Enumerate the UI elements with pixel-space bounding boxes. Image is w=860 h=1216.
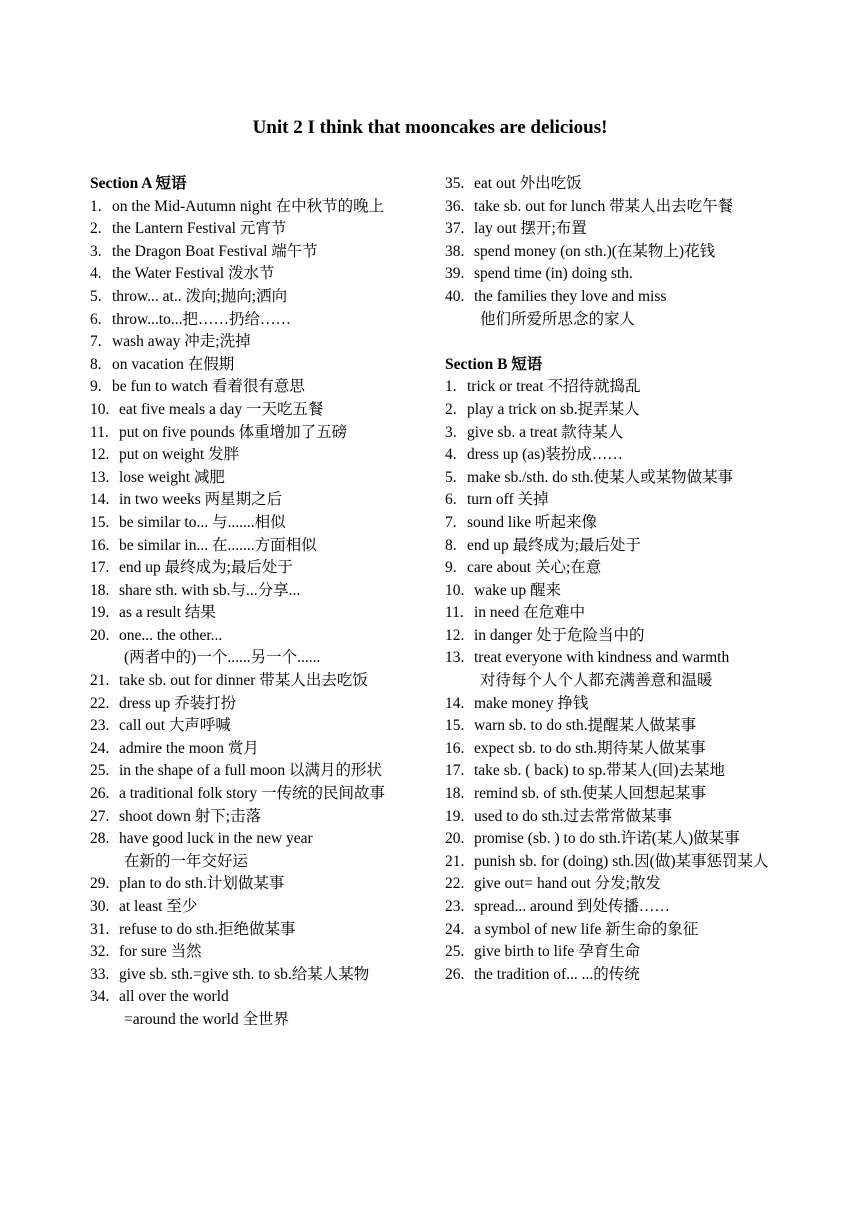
item-text: call out 大声呼喊 [119,717,231,735]
item-number: 25. [445,943,465,961]
item-number: 9. [445,559,457,577]
item-number: 7. [445,513,457,531]
item-text: remind sb. of sth.使某人回想起某事 [474,785,707,803]
item-text: trick or treat 不招待就捣乱 [467,378,641,396]
item-text: plan to do sth.计划做某事 [119,875,285,893]
item-text: admire the moon 赏月 [119,739,259,757]
item-text: all over the world [119,988,229,1006]
item-text: in the shape of a full moon 以满月的形状 [119,762,383,780]
item-text: lose weight 减肥 [119,468,225,486]
phrase-item [90,738,430,761]
item-text: a traditional folk story 一传统的民间故事 [119,785,386,803]
item-text: give sb. a treat 款待某人 [467,423,624,441]
item-text: be similar to... 与.......相似 [119,513,286,531]
phrase-item [445,964,845,987]
item-number: 40. [445,287,465,305]
item-number: 5. [90,287,102,305]
phrase-item [445,580,845,603]
item-continuation: 他们所爱所思念的家人 [480,310,636,328]
section-a-heading: Section A 短语 [90,175,187,192]
item-continuation: 对待每个人个人都充满善意和温暖 [480,672,713,690]
item-text: have good luck in the new year [119,830,313,848]
phrase-item [445,941,845,964]
phrase-item [445,512,845,535]
item-number: 2. [445,400,457,418]
item-number: 24. [90,739,110,757]
item-text: warn sb. to do sth.提醒某人做某事 [474,717,697,735]
phrase-item [445,489,845,512]
item-number: 1. [90,197,102,215]
phrase-item [90,580,430,603]
item-number: 9. [90,378,102,396]
phrase-item [445,173,845,196]
item-text: make money 挣钱 [474,694,589,712]
phrase-item [90,535,430,558]
item-number: 21. [445,852,465,870]
phrase-item [445,399,845,422]
item-number: 24. [445,920,465,938]
section-b-list [445,376,845,986]
item-continuation: =around the world 全世界 [124,1010,290,1028]
item-text: end up 最终成为;最后处于 [467,536,641,554]
phrase-item [90,919,430,942]
phrase-item [90,467,430,490]
item-number: 18. [445,785,465,803]
item-text: at least 至少 [119,898,198,915]
item-number: 11. [90,423,109,441]
item-number: 11. [445,604,464,622]
phrase-item [90,806,430,829]
phrase-item [90,896,430,919]
phrase-item [90,783,430,806]
item-number: 36. [445,197,465,215]
item-text: end up 最终成为;最后处于 [119,559,293,577]
item-text: dress up 乔装打扮 [119,694,237,712]
item-text: be fun to watch 看着很有意思 [112,378,305,396]
phrase-item [445,873,845,896]
item-text: on the Mid-Autumn night 在中秋节的晚上 [112,197,385,215]
phrase-item [90,444,430,467]
item-number: 21. [90,672,110,690]
item-text: spend time (in) doing sth. [474,265,633,283]
item-number: 32. [90,943,110,961]
section-a-list-continued [445,173,845,331]
item-number: 13. [445,649,465,667]
item-text: the families they love and miss [474,287,667,305]
item-number: 12. [445,626,465,644]
phrase-item [90,512,430,535]
item-number: 12. [90,446,110,464]
item-number: 23. [445,898,465,915]
item-number: 22. [90,694,110,712]
phrase-item [445,376,845,399]
item-number: 39. [445,265,465,283]
phrase-item [90,263,430,286]
item-number: 20. [90,626,110,644]
item-text: give sb. sth.=give sth. to sb.给某人某物 [119,965,370,983]
item-text: the tradition of... ...的传统 [474,965,640,983]
item-text: throw...to...把……扔给…… [112,310,291,328]
phrase-item [90,399,430,422]
item-text: lay out 摆开;布置 [474,220,587,238]
item-number: 14. [90,491,110,509]
phrase-item [445,263,845,286]
phrase-item [90,828,430,851]
phrase-item [445,557,845,580]
item-text: one... the other... [119,626,223,644]
item-text: in need 在危难中 [474,604,586,622]
phrase-item [90,941,430,964]
item-number: 18. [90,581,110,599]
item-number: 19. [445,807,465,825]
phrase-item [90,196,430,219]
phrase-item [445,422,845,445]
item-text: promise (sb. ) to do sth.许诺(某人)做某事 [474,830,740,848]
item-number: 34. [90,988,110,1006]
item-text: punish sb. for (doing) sth.因(做)某事惩罚某人 [474,852,769,870]
item-number: 10. [445,581,465,599]
item-number: 25. [90,762,110,780]
item-number: 16. [445,739,465,757]
item-number: 26. [445,965,465,983]
item-number: 31. [90,920,110,938]
phrase-item [90,309,430,332]
phrase-item [445,647,845,670]
item-text: spend money (on sth.)(在某物上)花钱 [474,242,716,260]
phrase-item [90,354,430,377]
item-number: 4. [90,265,102,283]
item-number: 8. [445,536,457,554]
item-number: 29. [90,875,110,893]
phrase-item [445,783,845,806]
item-number: 15. [445,717,465,735]
item-continuation: (两者中的)一个......另一个...... [124,649,321,667]
phrase-item [445,535,845,558]
item-number: 17. [90,559,110,577]
item-text: for sure 当然 [119,943,202,961]
page-title: Unit 2 I think that mooncakes are delicious! [252,117,608,138]
item-text: take sb. out for dinner 带某人出去吃饭 [119,672,368,690]
phrase-item [445,241,845,264]
phrase-item [445,806,845,829]
item-text: wake up 醒来 [474,581,561,599]
item-text: be similar in... 在.......方面相似 [119,536,317,554]
item-number: 15. [90,513,110,531]
phrase-item [445,286,845,309]
section-gap [445,331,845,354]
item-text: make sb./sth. do sth.使某人或某物做某事 [467,468,734,486]
phrase-item [90,715,430,738]
item-number: 37. [445,220,465,238]
item-number: 26. [90,785,110,803]
item-text: take sb. ( back) to sp.带某人(回)去某地 [474,762,725,780]
item-number: 7. [90,333,102,351]
item-text: share sth. with sb.与...分享... [119,581,301,599]
item-number: 2. [90,220,102,238]
item-number: 4. [445,446,457,464]
item-number: 38. [445,242,465,260]
item-number: 19. [90,604,110,622]
phrase-item [445,693,845,716]
phrase-item [90,760,430,783]
phrase-item [90,241,430,264]
item-number: 6. [90,310,102,328]
item-number: 17. [445,762,465,780]
item-text: give out= hand out 分发;散发 [474,875,661,893]
item-text: sound like 听起来像 [467,513,598,531]
item-text: the Water Festival 泼水节 [112,265,275,283]
item-number: 27. [90,807,110,825]
phrase-item [445,760,845,783]
phrase-item [445,738,845,761]
phrase-item [90,286,430,309]
phrase-item [90,964,430,987]
item-text: give birth to life 孕育生命 [474,943,641,961]
phrase-item [90,489,430,512]
item-number: 13. [90,468,110,486]
item-text: eat five meals a day 一天吃五餐 [119,400,324,418]
section-b-heading: Section B 短语 [445,355,543,373]
phrase-item [445,444,845,467]
phrase-item [90,670,430,693]
item-text: shoot down 射下;击落 [119,807,262,825]
item-number: 3. [90,242,102,260]
item-number: 28. [90,830,110,848]
item-text: on vacation 在假期 [112,355,235,373]
item-text: play a trick on sb.捉弄某人 [467,400,640,418]
item-text: in danger 处于危险当中的 [474,626,645,644]
item-number: 16. [90,536,110,554]
phrase-item [90,331,430,354]
phrase-item [445,196,845,219]
item-text: the Dragon Boat Festival 端午节 [112,242,318,260]
item-text: eat out 外出吃饭 [474,175,582,192]
item-number: 33. [90,965,110,983]
item-text: a symbol of new life 新生命的象征 [474,920,699,938]
item-text: as a result 结果 [119,604,216,622]
item-text: care about 关心;在意 [467,559,602,577]
phrase-item [90,557,430,580]
item-number: 23. [90,717,110,735]
item-text: the Lantern Festival 元宵节 [112,220,287,238]
item-text: turn off 关掉 [467,491,549,509]
item-number: 35. [445,175,465,192]
item-number: 22. [445,875,465,893]
phrase-item [445,896,845,919]
phrase-item [90,422,430,445]
item-text: take sb. out for lunch 带某人出去吃午餐 [474,197,734,215]
item-number: 1. [445,378,457,396]
item-text: spread... around 到处传播…… [474,898,670,915]
item-text: throw... at.. 泼向;抛向;洒向 [112,287,288,305]
phrase-item [445,625,845,648]
item-number: 10. [90,400,110,418]
item-text: put on weight 发胖 [119,446,240,464]
phrase-item [445,467,845,490]
phrase-item [90,218,430,241]
item-text: treat everyone with kindness and warmth [474,649,730,667]
item-number: 6. [445,491,457,509]
phrase-item [90,986,430,1009]
item-number: 30. [90,898,110,915]
item-number: 20. [445,830,465,848]
item-text: wash away 冲走;洗掉 [112,333,251,351]
item-text: refuse to do sth.拒绝做某事 [119,920,296,938]
right-column [445,173,845,986]
section-a-list [90,196,430,1032]
phrase-item [90,873,430,896]
item-number: 5. [445,468,457,486]
item-text: expect sb. to do sth.期待某人做某事 [474,739,706,757]
phrase-item [90,693,430,716]
item-continuation: 在新的一年交好运 [124,852,249,870]
item-text: in two weeks 两星期之后 [119,491,283,509]
item-text: put on five pounds 体重增加了五磅 [119,423,348,441]
phrase-item [445,218,845,241]
item-number: 3. [445,423,457,441]
phrase-item [90,376,430,399]
item-text: dress up (as)装扮成…… [467,446,623,464]
phrase-item [90,602,430,625]
phrase-item [445,828,845,851]
phrase-item [445,715,845,738]
item-number: 14. [445,694,465,712]
item-number: 8. [90,355,102,373]
phrase-item [445,602,845,625]
phrase-item [90,625,430,648]
phrase-item [445,919,845,942]
left-column [90,173,430,1032]
item-text: used to do sth.过去常常做某事 [474,807,673,825]
phrase-item [445,851,845,874]
